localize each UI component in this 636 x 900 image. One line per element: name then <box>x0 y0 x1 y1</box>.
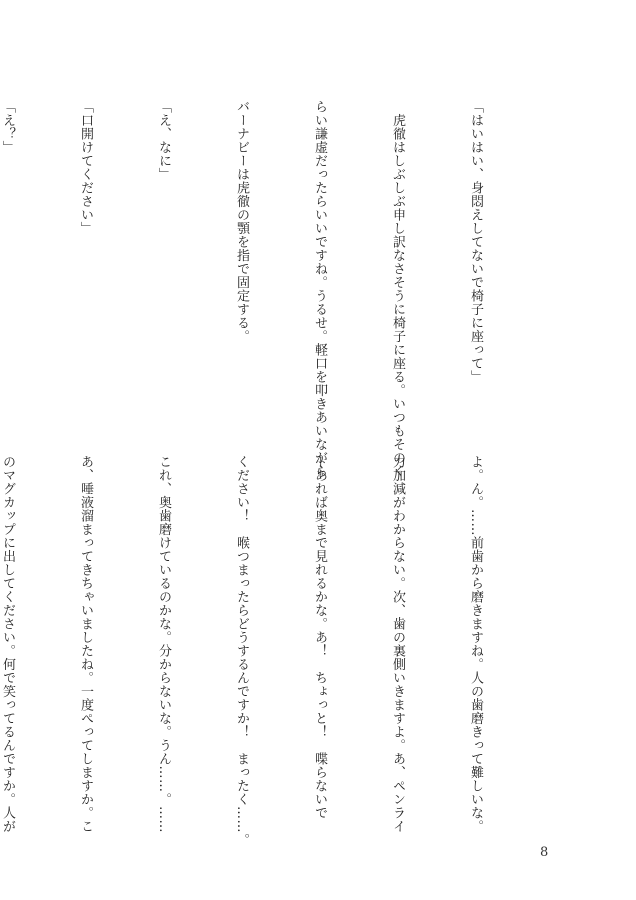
text-line: のマグカップに出してください。何で笑ってるんですか。人が <box>0 455 15 833</box>
page-number: 8 <box>540 845 549 860</box>
text-line: 「え、なに」 <box>156 100 171 181</box>
text-line: よ。ん。……前歯から磨きますね。人の歯磨きって難しいな。 <box>468 455 483 833</box>
text-line: らい謙虚だったらいいですね。うるせ。軽口を叩きあいながら <box>312 100 327 478</box>
text-line: 虎徹はしぶしぶ申し訳なさそうに椅子に座る。いつもそのく <box>390 100 405 478</box>
upper-text-block <box>0 100 540 478</box>
text-line: 「え？」 <box>0 100 15 154</box>
text-line: 力加減がわからない。次、歯の裏側いきますよ。あ、ペンライ <box>390 455 405 833</box>
text-line: トあれば奥まで見れるかな。あ！ ちょっと！ 喋らないで <box>312 455 327 820</box>
text-line: 「はいはい、身悶えしてないで椅子に座って」 <box>468 100 483 384</box>
lower-text-block <box>0 455 540 847</box>
text-line: ください！ 喉つまったらどうするんですか！ まったく……。 <box>234 455 249 847</box>
text-line: バーナビーは虎徹の顎を指で固定する。 <box>234 100 249 343</box>
text-line: あ、唾液溜まってきちゃいましたね。一度ぺってしますか。こ <box>78 455 93 833</box>
text-line: 「口開けてください」 <box>78 100 93 235</box>
text-line: これ、奥歯磨けているのかな。分からないな。うん……。…… <box>156 455 171 833</box>
